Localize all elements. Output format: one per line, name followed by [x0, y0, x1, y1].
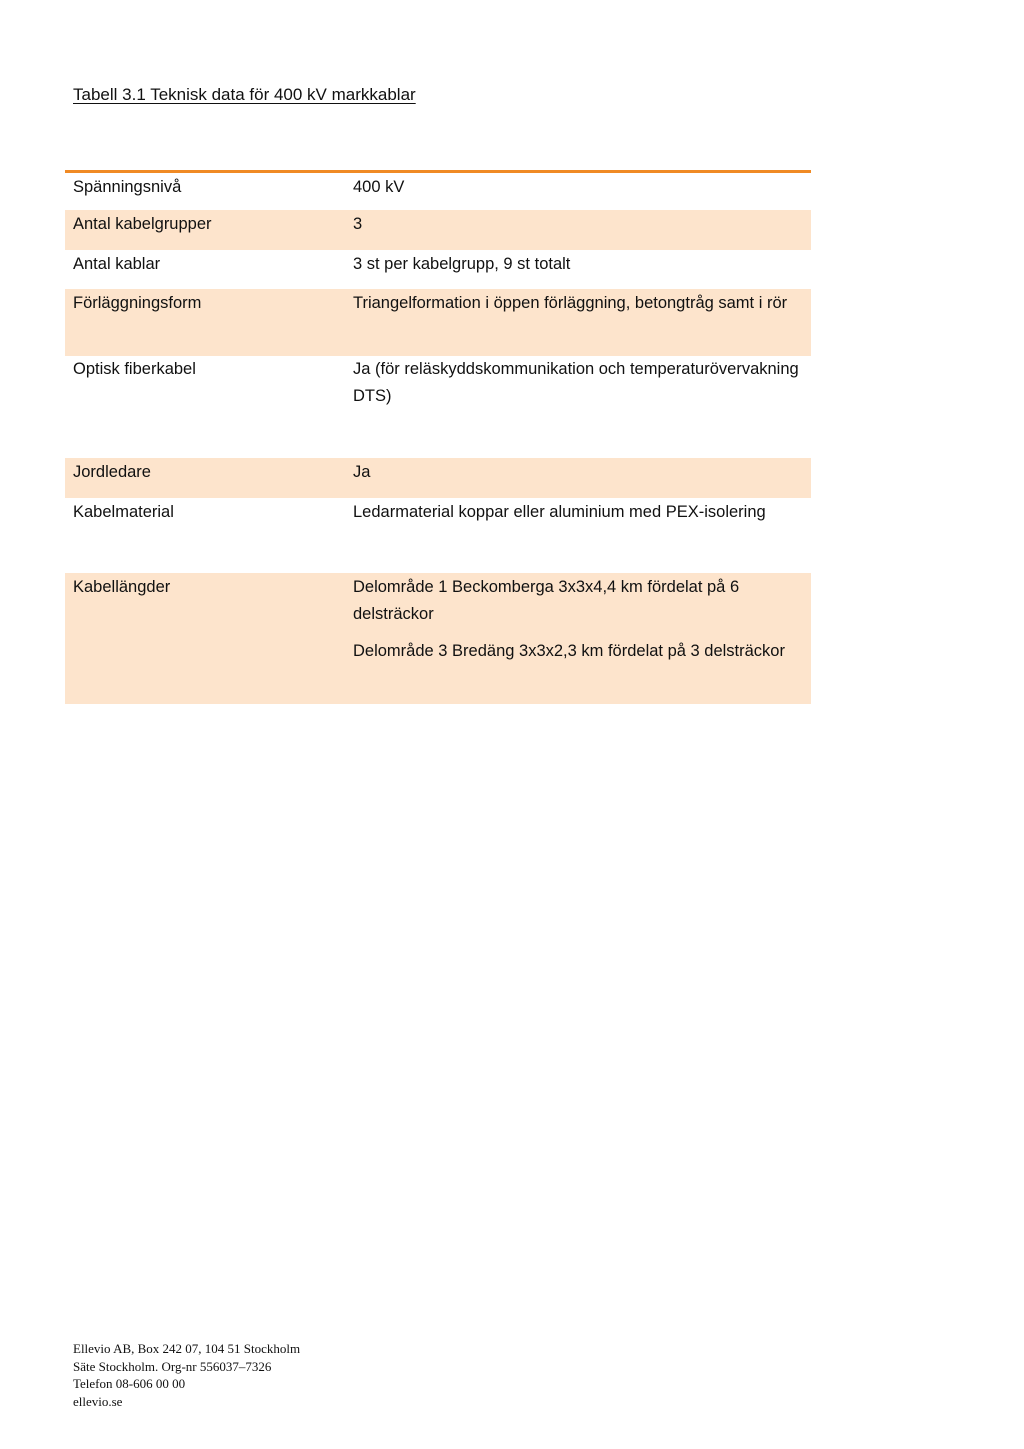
- row-value: [353, 499, 811, 573]
- value-text: Ja (för reläskyddskommunikation och temperaturövervakning DTS): [353, 360, 799, 405]
- value-text: Triangelformation i öppen förläggning, betongtråg samt i rör: [353, 294, 788, 312]
- row-label: Spänningsnivå: [73, 178, 182, 196]
- footer-address: Ellevio AB, Box 242 07, 104 51 Stockholm: [73, 1341, 301, 1356]
- row-label: Antal kablar: [73, 255, 161, 273]
- table-row-earth-conductor: [65, 458, 811, 498]
- row-label: Antal kabelgrupper: [73, 215, 212, 233]
- row-value: [353, 356, 811, 458]
- value-text: Ja: [353, 463, 371, 481]
- row-value: [353, 290, 811, 356]
- row-value: [353, 574, 811, 704]
- row-value: [353, 211, 811, 250]
- row-label: Kabellängder: [73, 578, 171, 596]
- value-text: Delområde 1 Beckomberga 3x3x4,4 km fördelat på 6 delsträckor: [353, 578, 740, 623]
- table-row-cable-count: [65, 250, 811, 289]
- table-row-cable-groups: [65, 210, 811, 250]
- table-row-cable-material: [65, 498, 811, 573]
- row-label: Jordledare: [73, 463, 151, 481]
- row-label: Kabelmaterial: [73, 503, 174, 521]
- technical-data-table: [65, 170, 811, 704]
- value-text: 3 st per kabelgrupp, 9 st totalt: [353, 255, 571, 273]
- table-caption: Tabell 3.1 Teknisk data för 400 kV markkablar: [73, 85, 416, 104]
- footer-registration: Säte Stockholm. Org-nr 556037–7326: [73, 1358, 272, 1374]
- value-text: 400 kV: [353, 178, 405, 196]
- value-text: 3: [353, 215, 363, 233]
- row-value: [353, 174, 811, 210]
- table-row-voltage: [65, 173, 811, 210]
- row-label: Optisk fiberkabel: [73, 360, 196, 378]
- footer-phone: Telefon 08-606 00 00: [73, 1376, 186, 1391]
- company-footer: [73, 1340, 300, 1410]
- value-text: Delområde 3 Bredäng 3x3x2,3 km fördelat på 3 delsträckor: [353, 642, 785, 660]
- row-value: [353, 459, 811, 498]
- row-label: Förläggningsform: [73, 294, 202, 312]
- value-text: Ledarmaterial koppar eller aluminium med PEX-isolering: [353, 503, 766, 521]
- row-value: [353, 251, 811, 289]
- footer-website: ellevio.se: [73, 1393, 123, 1409]
- table-row-installation: [65, 289, 811, 356]
- table-row-cable-lengths: [65, 573, 811, 704]
- table-row-optical-fiber: [65, 356, 811, 458]
